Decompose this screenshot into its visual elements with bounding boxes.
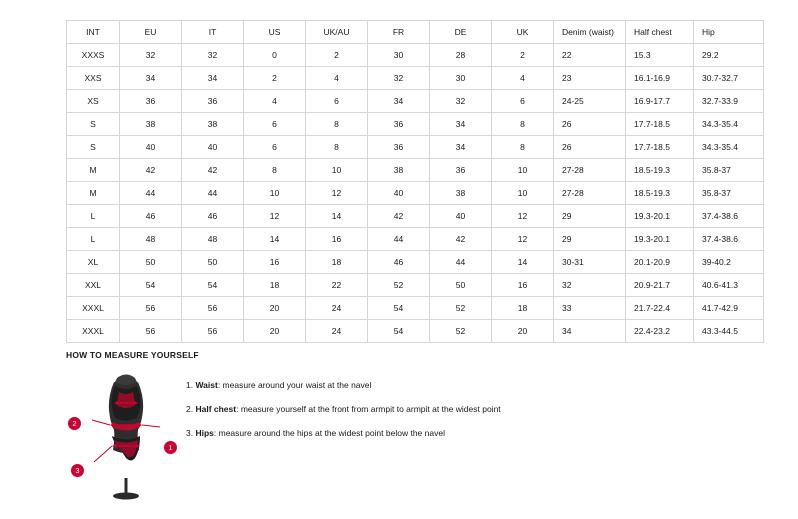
size-chart-table bbox=[66, 20, 764, 343]
cell-half-chest: 21.7-22.4 bbox=[626, 297, 694, 320]
cell-int: XXXL bbox=[67, 297, 120, 320]
cell-half-chest: 20.1-20.9 bbox=[626, 251, 694, 274]
cell-us: 0 bbox=[244, 44, 306, 67]
instruction-text-hips: : measure around the hips at the widest point below the navel bbox=[213, 428, 445, 439]
cell-fr: 30 bbox=[368, 44, 430, 67]
cell-eu: 46 bbox=[120, 205, 182, 228]
cell-denim-waist: 22 bbox=[554, 44, 626, 67]
cell-denim-waist: 26 bbox=[554, 136, 626, 159]
cell-de: 32 bbox=[430, 90, 492, 113]
cell-hip: 43.3-44.5 bbox=[694, 320, 764, 343]
measure-badge-3: 3 bbox=[71, 464, 84, 477]
cell-half-chest: 18.5-19.3 bbox=[626, 159, 694, 182]
cell-eu: 56 bbox=[120, 297, 182, 320]
cell-half-chest: 16.9-17.7 bbox=[626, 90, 694, 113]
cell-fr: 40 bbox=[368, 182, 430, 205]
cell-denim-waist: 26 bbox=[554, 113, 626, 136]
cell-it: 48 bbox=[182, 228, 244, 251]
table-row bbox=[67, 90, 764, 113]
cell-denim-waist: 34 bbox=[554, 320, 626, 343]
cell-half-chest: 18.5-19.3 bbox=[626, 182, 694, 205]
cell-uk: 2 bbox=[492, 44, 554, 67]
column-header-fr: FR bbox=[368, 21, 430, 44]
cell-it: 50 bbox=[182, 251, 244, 274]
instruction-number-1: 1. bbox=[186, 380, 194, 390]
cell-us: 14 bbox=[244, 228, 306, 251]
cell-ukau: 24 bbox=[306, 297, 368, 320]
cell-eu: 42 bbox=[120, 159, 182, 182]
cell-fr: 44 bbox=[368, 228, 430, 251]
cell-ukau: 14 bbox=[306, 205, 368, 228]
table-row bbox=[67, 67, 764, 90]
cell-us: 10 bbox=[244, 182, 306, 205]
cell-half-chest: 17.7-18.5 bbox=[626, 113, 694, 136]
cell-it: 46 bbox=[182, 205, 244, 228]
cell-us: 20 bbox=[244, 320, 306, 343]
cell-de: 34 bbox=[430, 136, 492, 159]
measurement-figure bbox=[66, 370, 186, 500]
cell-ukau: 4 bbox=[306, 67, 368, 90]
instruction-text-half-chest: : measure yourself at the front from armpit to armpit at the widest point bbox=[236, 404, 501, 415]
instruction-number-2: 2. bbox=[186, 404, 194, 415]
instruction-term-waist: Waist bbox=[195, 380, 218, 390]
cell-de: 44 bbox=[430, 251, 492, 274]
how-to-measure-body bbox=[66, 370, 746, 500]
cell-fr: 46 bbox=[368, 251, 430, 274]
cell-fr: 52 bbox=[368, 274, 430, 297]
cell-denim-waist: 32 bbox=[554, 274, 626, 297]
cell-denim-waist: 30-31 bbox=[554, 251, 626, 274]
table-row bbox=[67, 136, 764, 159]
cell-de: 34 bbox=[430, 113, 492, 136]
column-header-half-chest: Half chest bbox=[626, 21, 694, 44]
cell-hip: 41.7-42.9 bbox=[694, 297, 764, 320]
cell-de: 52 bbox=[430, 320, 492, 343]
cell-ukau: 24 bbox=[306, 320, 368, 343]
table-row bbox=[67, 113, 764, 136]
cell-uk: 16 bbox=[492, 274, 554, 297]
cell-ukau: 18 bbox=[306, 251, 368, 274]
cell-uk: 8 bbox=[492, 113, 554, 136]
cell-half-chest: 15.3 bbox=[626, 44, 694, 67]
cell-eu: 34 bbox=[120, 67, 182, 90]
column-header-us: US bbox=[244, 21, 306, 44]
instruction-waist bbox=[186, 380, 746, 390]
cell-us: 6 bbox=[244, 113, 306, 136]
cell-de: 42 bbox=[430, 228, 492, 251]
cell-de: 28 bbox=[430, 44, 492, 67]
table-row bbox=[67, 205, 764, 228]
cell-it: 38 bbox=[182, 113, 244, 136]
cell-hip: 39-40.2 bbox=[694, 251, 764, 274]
cell-it: 36 bbox=[182, 90, 244, 113]
cell-ukau: 6 bbox=[306, 90, 368, 113]
cell-int: S bbox=[67, 113, 120, 136]
cell-hip: 30.7-32.7 bbox=[694, 67, 764, 90]
cell-de: 30 bbox=[430, 67, 492, 90]
column-header-de: DE bbox=[430, 21, 492, 44]
cell-ukau: 22 bbox=[306, 274, 368, 297]
measurement-instructions bbox=[186, 370, 746, 453]
cell-uk: 20 bbox=[492, 320, 554, 343]
cell-int: XXS bbox=[67, 67, 120, 90]
cell-hip: 35.8-37 bbox=[694, 182, 764, 205]
cell-uk: 6 bbox=[492, 90, 554, 113]
cell-half-chest: 22.4-23.2 bbox=[626, 320, 694, 343]
cell-us: 8 bbox=[244, 159, 306, 182]
cell-hip: 40.6-41.3 bbox=[694, 274, 764, 297]
cell-eu: 56 bbox=[120, 320, 182, 343]
cell-it: 34 bbox=[182, 67, 244, 90]
cell-eu: 50 bbox=[120, 251, 182, 274]
cell-ukau: 8 bbox=[306, 136, 368, 159]
cell-ukau: 16 bbox=[306, 228, 368, 251]
size-chart-container bbox=[66, 20, 738, 343]
instruction-number-3: 3. bbox=[186, 428, 194, 439]
table-row bbox=[67, 159, 764, 182]
cell-de: 40 bbox=[430, 205, 492, 228]
cell-int: L bbox=[67, 205, 120, 228]
cell-uk: 10 bbox=[492, 182, 554, 205]
cell-ukau: 12 bbox=[306, 182, 368, 205]
table-row bbox=[67, 297, 764, 320]
cell-fr: 32 bbox=[368, 67, 430, 90]
cell-ukau: 2 bbox=[306, 44, 368, 67]
cell-it: 42 bbox=[182, 159, 244, 182]
how-to-measure-title: HOW TO MEASURE YOURSELF bbox=[66, 350, 199, 360]
cell-ukau: 8 bbox=[306, 113, 368, 136]
cell-ukau: 10 bbox=[306, 159, 368, 182]
cell-us: 4 bbox=[244, 90, 306, 113]
cell-denim-waist: 33 bbox=[554, 297, 626, 320]
cell-denim-waist: 27-28 bbox=[554, 182, 626, 205]
cell-eu: 36 bbox=[120, 90, 182, 113]
cell-denim-waist: 24-25 bbox=[554, 90, 626, 113]
cell-denim-waist: 23 bbox=[554, 67, 626, 90]
cell-denim-waist: 27-28 bbox=[554, 159, 626, 182]
cell-fr: 54 bbox=[368, 320, 430, 343]
cell-int: S bbox=[67, 136, 120, 159]
measure-badge-1: 1 bbox=[164, 441, 177, 454]
cell-hip: 34.3-35.4 bbox=[694, 136, 764, 159]
cell-it: 56 bbox=[182, 320, 244, 343]
cell-hip: 35.8-37 bbox=[694, 159, 764, 182]
cell-us: 12 bbox=[244, 205, 306, 228]
measure-badge-2: 2 bbox=[68, 417, 81, 430]
column-header-it: IT bbox=[182, 21, 244, 44]
cell-eu: 54 bbox=[120, 274, 182, 297]
cell-it: 40 bbox=[182, 136, 244, 159]
column-header-hip: Hip bbox=[694, 21, 764, 44]
cell-it: 56 bbox=[182, 297, 244, 320]
cell-it: 32 bbox=[182, 44, 244, 67]
how-to-measure-section bbox=[66, 350, 746, 500]
instruction-text-waist: : measure around your waist at the navel bbox=[217, 380, 372, 390]
cell-fr: 42 bbox=[368, 205, 430, 228]
column-header-uk: UK bbox=[492, 21, 554, 44]
table-row bbox=[67, 274, 764, 297]
cell-de: 50 bbox=[430, 274, 492, 297]
cell-int: XXL bbox=[67, 274, 120, 297]
cell-uk: 8 bbox=[492, 136, 554, 159]
cell-it: 44 bbox=[182, 182, 244, 205]
cell-us: 20 bbox=[244, 297, 306, 320]
cell-de: 52 bbox=[430, 297, 492, 320]
mannequin-illustration bbox=[86, 370, 166, 500]
cell-int: XS bbox=[67, 90, 120, 113]
table-row bbox=[67, 44, 764, 67]
table-row bbox=[67, 251, 764, 274]
cell-eu: 40 bbox=[120, 136, 182, 159]
cell-us: 2 bbox=[244, 67, 306, 90]
cell-fr: 38 bbox=[368, 159, 430, 182]
cell-hip: 37.4-38.6 bbox=[694, 205, 764, 228]
table-row bbox=[67, 320, 764, 343]
cell-half-chest: 17.7-18.5 bbox=[626, 136, 694, 159]
cell-denim-waist: 29 bbox=[554, 205, 626, 228]
cell-it: 54 bbox=[182, 274, 244, 297]
cell-hip: 37.4-38.6 bbox=[694, 228, 764, 251]
cell-hip: 34.3-35.4 bbox=[694, 113, 764, 136]
cell-de: 36 bbox=[430, 159, 492, 182]
table-row bbox=[67, 228, 764, 251]
instruction-term-hips: Hips bbox=[195, 428, 214, 439]
column-header-int: INT bbox=[67, 21, 120, 44]
cell-uk: 18 bbox=[492, 297, 554, 320]
instruction-half-chest bbox=[186, 404, 746, 414]
cell-uk: 12 bbox=[492, 228, 554, 251]
cell-int: XXXL bbox=[67, 320, 120, 343]
cell-us: 16 bbox=[244, 251, 306, 274]
cell-eu: 32 bbox=[120, 44, 182, 67]
column-header-denim-waist: Denim (waist) bbox=[554, 21, 626, 44]
cell-uk: 14 bbox=[492, 251, 554, 274]
cell-eu: 38 bbox=[120, 113, 182, 136]
instruction-hips bbox=[186, 428, 746, 438]
column-header-eu: EU bbox=[120, 21, 182, 44]
cell-fr: 36 bbox=[368, 113, 430, 136]
cell-eu: 48 bbox=[120, 228, 182, 251]
cell-us: 18 bbox=[244, 274, 306, 297]
cell-hip: 32.7-33.9 bbox=[694, 90, 764, 113]
cell-int: M bbox=[67, 182, 120, 205]
table-header-row bbox=[67, 21, 764, 44]
cell-half-chest: 20.9-21.7 bbox=[626, 274, 694, 297]
cell-denim-waist: 29 bbox=[554, 228, 626, 251]
cell-half-chest: 19.3-20.1 bbox=[626, 228, 694, 251]
table-row bbox=[67, 182, 764, 205]
cell-fr: 54 bbox=[368, 297, 430, 320]
column-header-ukau: UK/AU bbox=[306, 21, 368, 44]
cell-int: M bbox=[67, 159, 120, 182]
cell-us: 6 bbox=[244, 136, 306, 159]
cell-half-chest: 16.1-16.9 bbox=[626, 67, 694, 90]
instruction-term-half-chest: Half chest bbox=[195, 404, 237, 415]
cell-int: XL bbox=[67, 251, 120, 274]
cell-uk: 10 bbox=[492, 159, 554, 182]
cell-int: XXXS bbox=[67, 44, 120, 67]
cell-int: L bbox=[67, 228, 120, 251]
cell-fr: 36 bbox=[368, 136, 430, 159]
cell-de: 38 bbox=[430, 182, 492, 205]
cell-uk: 4 bbox=[492, 67, 554, 90]
cell-eu: 44 bbox=[120, 182, 182, 205]
cell-uk: 12 bbox=[492, 205, 554, 228]
cell-half-chest: 19.3-20.1 bbox=[626, 205, 694, 228]
cell-hip: 29.2 bbox=[694, 44, 764, 67]
cell-fr: 34 bbox=[368, 90, 430, 113]
